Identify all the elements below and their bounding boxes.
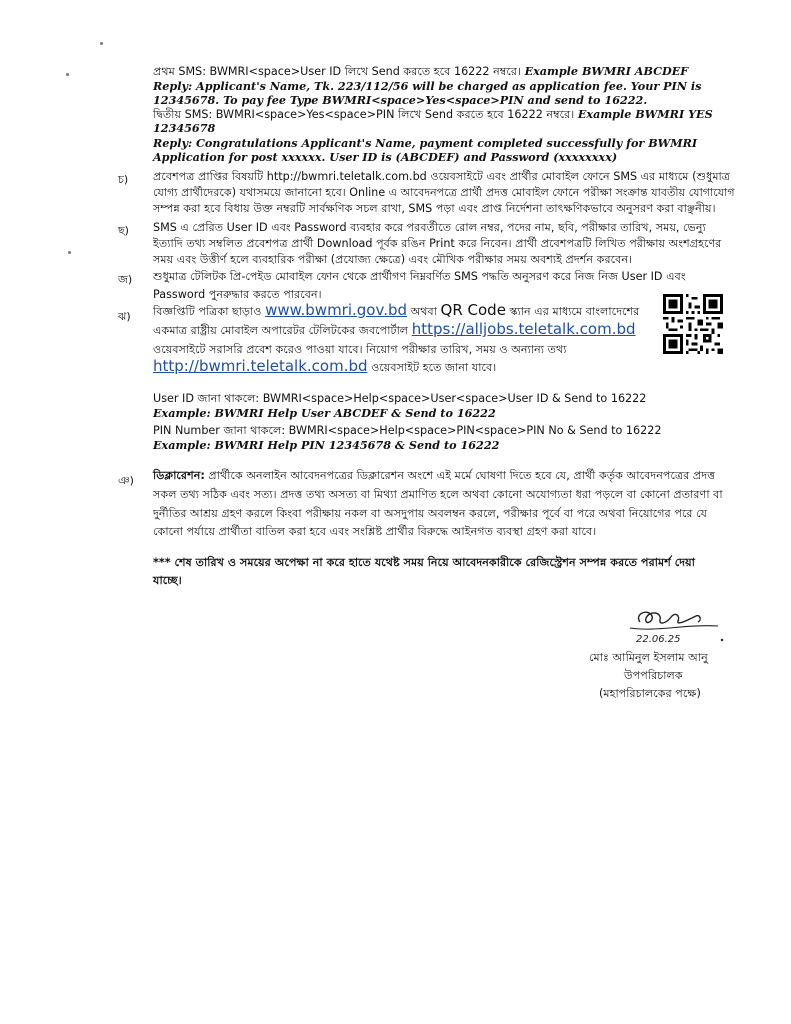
handwritten-signature <box>626 602 726 646</box>
qr-code-image <box>663 294 723 354</box>
sms-first-line <box>153 64 688 79</box>
item-label: ছ) <box>118 224 129 237</box>
help-userid-example: Example: BWMRI Help User ABCDEF & Send to 16222 <box>153 406 496 420</box>
item-text-line: SMS এ প্রেরিত User ID এবং Password ব্যবহার করে পরবর্তীতে রোল নম্বর, পদের নাম, ছবি, পরীক্ষার তারিখ, সময়, ভেন্যু <box>153 221 706 234</box>
item-text-line: প্রবেশপত্র প্রাপ্তির বিষয়টি http://bwmri.teletalk.com.bd ওয়েবসাইটে এবং প্রার্থীর মোবাইল ফোনে SMS এর মাধ্যমে (শুধুমাত্র <box>153 170 731 183</box>
sms-first-text: প্রথম SMS: BWMRI<space>User ID লিখে Send করতে হবে 16222 নম্বরে। <box>153 65 522 78</box>
item-text-line <box>153 359 496 375</box>
qr-code-text: QR Code <box>440 301 506 319</box>
sms-second-example: Example BWMRI YES <box>577 107 713 121</box>
note-line: *** শেষ তারিখ ও সময়ের অপেক্ষা না করে হাতে যথেষ্ট সময় নিয়ে আবেদনকারীকে রেজিস্ট্রেশন সম্পন্ন করতে পরামর্শ দেয়া <box>153 556 695 569</box>
sms-second-line <box>153 107 713 122</box>
item-label: জ) <box>118 273 133 286</box>
declaration-line: সকল তথ্য সঠিক এবং সত্য। প্রদত্ত তথ্য অসত্য বা মিথ্যা প্রমাণিত হলে অথবা কোনো অযোগ্যতা ধরা পড়লে বা কোনো প্রতারণা বা <box>153 488 723 501</box>
item-text: স্ক্যান এর মাধ্যমে বাংলাদেশের <box>509 305 640 318</box>
help-pin-line: PIN Number জানা থাকলে: BWMRI<space>Help<space>PIN<space>PIN No & Send to 16222 <box>153 424 662 437</box>
sms-second-text: দ্বিতীয় SMS: BWMRI<space>Yes<space>PIN লিখে Send করতে হবে 16222 নম্বরে। <box>153 108 575 121</box>
sms-first-reply-cont: 12345678. To pay fee Type BWMRI<space>Yes<space>PIN and send to 16222. <box>153 93 648 107</box>
declaration-text: প্রার্থীকে অনলাইন আবেদনপত্রের ডিক্লারেশন অংশে এই মর্মে ঘোষণা দিতে হবে যে, প্রার্থী কর্তৃক আবেদনপত্রের প্রদত্ত <box>208 469 716 482</box>
scan-speck <box>68 251 71 254</box>
item-text-line: সম্পন্ন করা হবে বিধায় উক্ত নম্বরটি সার্বক্ষণিক সচল রাখা, SMS পড়া এবং প্রাপ্ত নির্দেশনা তাৎক্ষণিকভাবে অনুসরণ করা বাঞ্ছনীয়। <box>153 202 716 215</box>
item-text-line: Password পুনরুদ্ধার করতে পারবেন। <box>153 288 322 301</box>
bwmri-teletalk-link[interactable]: http://bwmri.teletalk.com.bd <box>153 357 368 375</box>
item-text-line: ইত্যাদি তথ্য সম্বলিত প্রবেশপত্র প্রার্থী Download পূর্বক রঙিন Print করে নিবেন। প্রার্থী প্রবেশপত্রটি লিখিত পরীক্ষায় অংশগ্রহণের <box>153 237 722 250</box>
scan-speck <box>66 73 69 76</box>
item-text-line <box>153 322 636 338</box>
item-text-line: সময় এবং উত্তীর্ণ হলে ব্যবহারিক পরীক্ষা (প্রযোজ্য ক্ষেত্রে) এবং মৌখিক পরীক্ষার সময় অবশ্যই প্রদর্শন করবেন। <box>153 253 632 266</box>
declaration-line: কোনো পর্যায়ে প্রার্থীতা বাতিল করা হবে এবং সংশ্লিষ্ট প্রার্থীর বিরুদ্ধে আইনগত ব্যবস্থা গ্রহণ করা যাবে। <box>153 525 597 538</box>
item-text: বিজ্ঞপ্তিটি পত্রিকা ছাড়াও <box>153 305 262 318</box>
help-userid-line: User ID জানা থাকলে: BWMRI<space>Help<space>User<space>User ID & Send to 16222 <box>153 392 647 405</box>
sms-first-reply: Reply: Applicant's Name, Tk. 223/112/56 will be charged as application fee. Your PIN is <box>153 79 702 93</box>
sms-second-example-pin: 12345678 <box>153 121 216 135</box>
declaration-line <box>153 468 715 483</box>
signatory-name: মোঃ আমিনুল ইসলাম আনু <box>589 651 708 664</box>
declaration-title: ডিক্লারেশন: <box>153 469 205 482</box>
item-text-line: যোগ্য প্রার্থীদেরকে) যথাসময়ে জানানো হবে। Online এ আবেদনপত্রে প্রার্থী প্রদত্ত মোবাইল ফোনে পরীক্ষা সংক্রান্ত যাবতীয় যোগাযোগ <box>153 186 735 199</box>
item-text-line: শুধুমাত্র টেলিটক প্রি-পেইড মোবাইল ফোন থেকে প্রার্থীগণ নিম্নবর্ণিত SMS পদ্ধতি অনুসরণ করে নিজ নিজ User ID এবং <box>153 270 686 283</box>
item-label: ঝ) <box>118 310 131 323</box>
sms-second-reply: Reply: Congratulations Applicant's Name, payment completed successfully for BWMRI <box>153 136 698 150</box>
item-text-line: ওয়েবসাইটে সরাসরি প্রবেশ করেও পাওয়া যাবে। নিয়োগ পরীক্ষার তারিখ, সময় ও অন্যান্য তথ্য <box>153 343 567 356</box>
item-label: চ) <box>118 173 129 186</box>
note-line: যাচ্ছে। <box>153 574 182 587</box>
bwmri-website-link[interactable]: www.bwmri.gov.bd <box>265 301 407 319</box>
signature-date: 22.06.25 <box>636 634 681 645</box>
signatory-designation: উপপরিচালক <box>624 669 683 682</box>
item-text: একমাত্র রাষ্ট্রীয় মোবাইল অপারেটর টেলিটকের জবপোর্টাল <box>153 324 409 337</box>
sms-first-example: Example BWMRI ABCDEF <box>524 64 689 78</box>
alljobs-teletalk-link[interactable]: https://alljobs.teletalk.com.bd <box>411 320 636 338</box>
item-label: ঞ) <box>118 474 134 487</box>
item-text: ওয়েবসাইট হতে জানা যাবে। <box>371 361 497 374</box>
item-text-line <box>153 303 639 319</box>
item-text: অথবা <box>410 305 437 318</box>
scan-speck <box>100 42 103 45</box>
help-pin-example: Example: BWMRI Help PIN 12345678 & Send to 16222 <box>153 438 500 452</box>
signatory-on-behalf: (মহাপরিচালকের পক্ষে) <box>599 687 701 700</box>
declaration-line: দুর্নীতির আশ্রয় গ্রহণ করলে কিংবা পরীক্ষায় নকল বা অসদুপায় অবলম্বন করলে, পরীক্ষার পূর্বে বা পরে অথবা নিয়োগের পরে যে <box>153 507 708 520</box>
sms-second-reply-cont: Application for post xxxxxx. User ID is (ABCDEF) and Password (xxxxxxxx) <box>153 150 618 164</box>
